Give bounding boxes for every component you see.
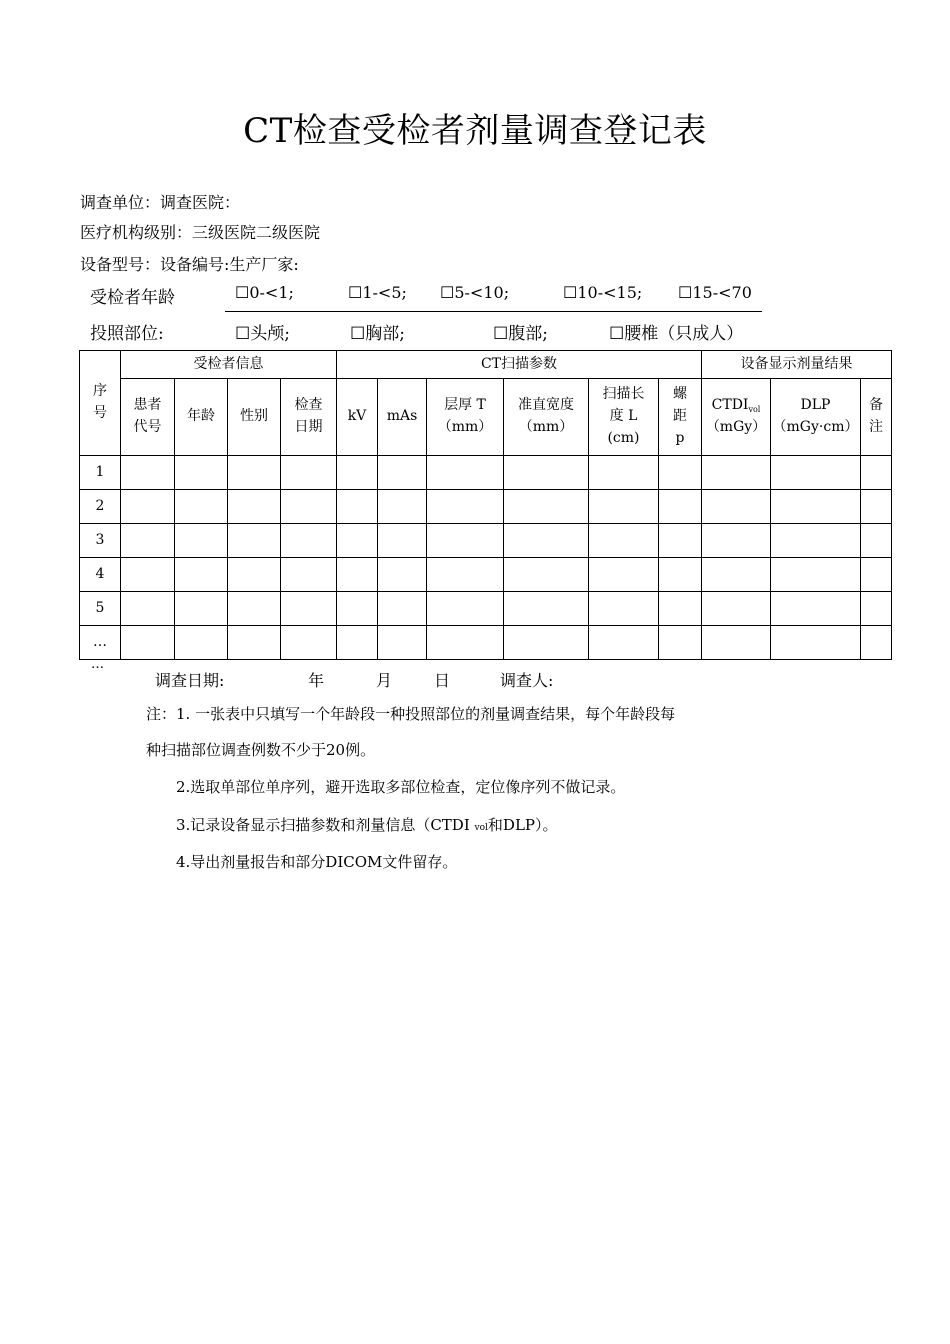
note-3-tail: 和DLP）。: [487, 816, 558, 834]
note-3-text: 3.记录设备显示扫描参数和剂量信息（CTDI: [176, 816, 470, 834]
equipment-line: 设备型号：设备编号:生产厂家:: [80, 255, 299, 274]
cell[interactable]: [659, 592, 702, 626]
cell[interactable]: [504, 592, 589, 626]
cell[interactable]: [504, 490, 589, 524]
cell[interactable]: [589, 592, 659, 626]
page-title: CT检查受检者剂量调查登记表: [243, 111, 707, 151]
col-age: 年龄: [175, 379, 228, 456]
col-mas: mAs: [378, 379, 427, 456]
cell[interactable]: [771, 524, 861, 558]
cell[interactable]: [861, 592, 892, 626]
table-row: [80, 558, 892, 592]
cell[interactable]: [427, 524, 504, 558]
cell[interactable]: [589, 524, 659, 558]
cell[interactable]: [281, 592, 337, 626]
cell[interactable]: [771, 592, 861, 626]
cell[interactable]: [504, 626, 589, 660]
cell[interactable]: [281, 626, 337, 660]
cell[interactable]: [771, 490, 861, 524]
cell[interactable]: [659, 558, 702, 592]
year-label: 年: [308, 671, 325, 690]
col-ctdi: [702, 379, 771, 456]
cell[interactable]: [337, 524, 378, 558]
note-2: 2.选取单部位单序列，避开选取多部位检查，定位像序列不做记录。: [176, 778, 626, 796]
region-option-head[interactable]: ☐头颅;: [235, 324, 290, 344]
table-row: [80, 490, 892, 524]
cell[interactable]: [427, 626, 504, 660]
cell[interactable]: [175, 490, 228, 524]
cell[interactable]: [702, 456, 771, 490]
cell[interactable]: [121, 456, 175, 490]
cell[interactable]: [228, 524, 281, 558]
age-option-3[interactable]: ☐10-<15;: [563, 283, 643, 302]
cell[interactable]: [702, 626, 771, 660]
dose-table: [79, 350, 892, 660]
col-remark: 备 注: [861, 379, 892, 456]
cell[interactable]: [771, 558, 861, 592]
note-4: 4.导出剂量报告和部分DICOM文件留存。: [176, 853, 458, 871]
cell[interactable]: [175, 524, 228, 558]
cell[interactable]: [427, 490, 504, 524]
cell[interactable]: [504, 456, 589, 490]
survey-unit-line: 调查单位：调查医院：: [80, 193, 241, 212]
cell[interactable]: [861, 626, 892, 660]
row-index: 2: [80, 490, 121, 524]
row-index: 4: [80, 558, 121, 592]
ctdi-subscript: vol: [748, 405, 761, 415]
row-continuation: …: [91, 657, 104, 672]
col-scan-length: 扫描长 度 L (cm): [589, 379, 659, 456]
age-option-1[interactable]: ☐1-<5;: [348, 283, 407, 302]
month-label: 月: [376, 671, 393, 690]
note-3-subscript: vol: [474, 823, 488, 833]
region-option-lumbar[interactable]: ☐腰椎（只成人）: [609, 324, 744, 344]
cell[interactable]: [378, 592, 427, 626]
cell[interactable]: [121, 490, 175, 524]
cell[interactable]: [228, 456, 281, 490]
cell[interactable]: [228, 490, 281, 524]
region-option-abdomen[interactable]: ☐腹部;: [493, 324, 548, 344]
cell[interactable]: [228, 592, 281, 626]
cell[interactable]: [281, 524, 337, 558]
cell[interactable]: [771, 456, 861, 490]
cell[interactable]: [175, 626, 228, 660]
cell[interactable]: [121, 524, 175, 558]
cell[interactable]: [504, 558, 589, 592]
cell[interactable]: [337, 558, 378, 592]
ctdi-label: CTDI: [711, 397, 749, 414]
cell[interactable]: [175, 558, 228, 592]
cell[interactable]: [861, 456, 892, 490]
col-slice-thickness: 层厚 T （mm）: [427, 379, 504, 456]
cell[interactable]: [281, 490, 337, 524]
region-row: [90, 319, 790, 343]
cell[interactable]: [378, 558, 427, 592]
group-dose-results: 设备显示剂量结果: [702, 351, 892, 379]
age-group-row: [90, 283, 790, 307]
cell[interactable]: [659, 626, 702, 660]
cell[interactable]: [771, 626, 861, 660]
cell[interactable]: [504, 524, 589, 558]
col-patient-id: 患者 代号: [121, 379, 175, 456]
cell[interactable]: [659, 456, 702, 490]
survey-date-label: 调查日期:: [155, 671, 225, 690]
age-option-2[interactable]: ☐5-<10;: [440, 283, 510, 302]
cell[interactable]: [589, 456, 659, 490]
cell[interactable]: [337, 592, 378, 626]
table-row: [80, 626, 892, 660]
cell[interactable]: [175, 592, 228, 626]
note-1-line-2: 种扫描部位调查例数不少于20例。: [146, 741, 376, 759]
survey-footer: [155, 668, 655, 690]
region-option-chest[interactable]: ☐胸部;: [350, 324, 405, 344]
surveyor-label: 调查人:: [500, 671, 554, 690]
cell[interactable]: [427, 592, 504, 626]
region-label: 投照部位:: [90, 324, 164, 344]
cell[interactable]: [427, 558, 504, 592]
row-index: …: [80, 626, 121, 660]
col-seq: 序 号: [80, 351, 121, 456]
cell[interactable]: [337, 490, 378, 524]
cell[interactable]: [659, 524, 702, 558]
cell[interactable]: [702, 592, 771, 626]
group-ct-params: CT扫描参数: [337, 351, 702, 379]
cell[interactable]: [228, 558, 281, 592]
col-collimation: 准直宽度 （mm）: [504, 379, 589, 456]
cell[interactable]: [121, 626, 175, 660]
cell[interactable]: [378, 456, 427, 490]
table-row: [80, 524, 892, 558]
cell[interactable]: [281, 558, 337, 592]
cell[interactable]: [589, 490, 659, 524]
note-3: [176, 814, 558, 835]
cell[interactable]: [281, 456, 337, 490]
col-sex: 性别: [228, 379, 281, 456]
col-exam-date: 检查 日期: [281, 379, 337, 456]
age-group-label: 受检者年龄: [90, 288, 175, 308]
group-patient-info: 受检者信息: [121, 351, 337, 379]
cell[interactable]: [337, 626, 378, 660]
cell[interactable]: [589, 626, 659, 660]
cell[interactable]: [702, 558, 771, 592]
note-1-line-1: 注：1. 一张表中只填写一个年龄段一种投照部位的剂量调查结果，每个年龄段每: [146, 705, 676, 723]
cell[interactable]: [659, 490, 702, 524]
row-index: 1: [80, 456, 121, 490]
cell[interactable]: [861, 490, 892, 524]
col-dlp: DLP （mGy·cm）: [771, 379, 861, 456]
cell[interactable]: [702, 524, 771, 558]
cell[interactable]: [378, 524, 427, 558]
cell[interactable]: [378, 626, 427, 660]
cell[interactable]: [175, 456, 228, 490]
table-row: [80, 592, 892, 626]
cell[interactable]: [378, 490, 427, 524]
cell[interactable]: [121, 592, 175, 626]
ctdi-unit: （mGy）: [705, 419, 767, 435]
row-index: 5: [80, 592, 121, 626]
age-option-4[interactable]: ☐15-<70: [678, 283, 752, 302]
divider: [225, 311, 762, 312]
cell[interactable]: [427, 456, 504, 490]
day-label: 日: [434, 671, 451, 690]
cell[interactable]: [589, 558, 659, 592]
table-row: [80, 456, 892, 490]
institution-level-line: 医疗机构级别：三级医院二级医院: [80, 223, 321, 242]
cell[interactable]: [121, 558, 175, 592]
row-index: 3: [80, 524, 121, 558]
col-kv: kV: [337, 379, 378, 456]
cell[interactable]: [861, 524, 892, 558]
cell[interactable]: [228, 626, 281, 660]
cell[interactable]: [337, 456, 378, 490]
age-option-0[interactable]: ☐0-<1;: [235, 283, 294, 302]
cell[interactable]: [861, 558, 892, 592]
cell[interactable]: [702, 490, 771, 524]
col-pitch: 螺 距 p: [659, 379, 702, 456]
